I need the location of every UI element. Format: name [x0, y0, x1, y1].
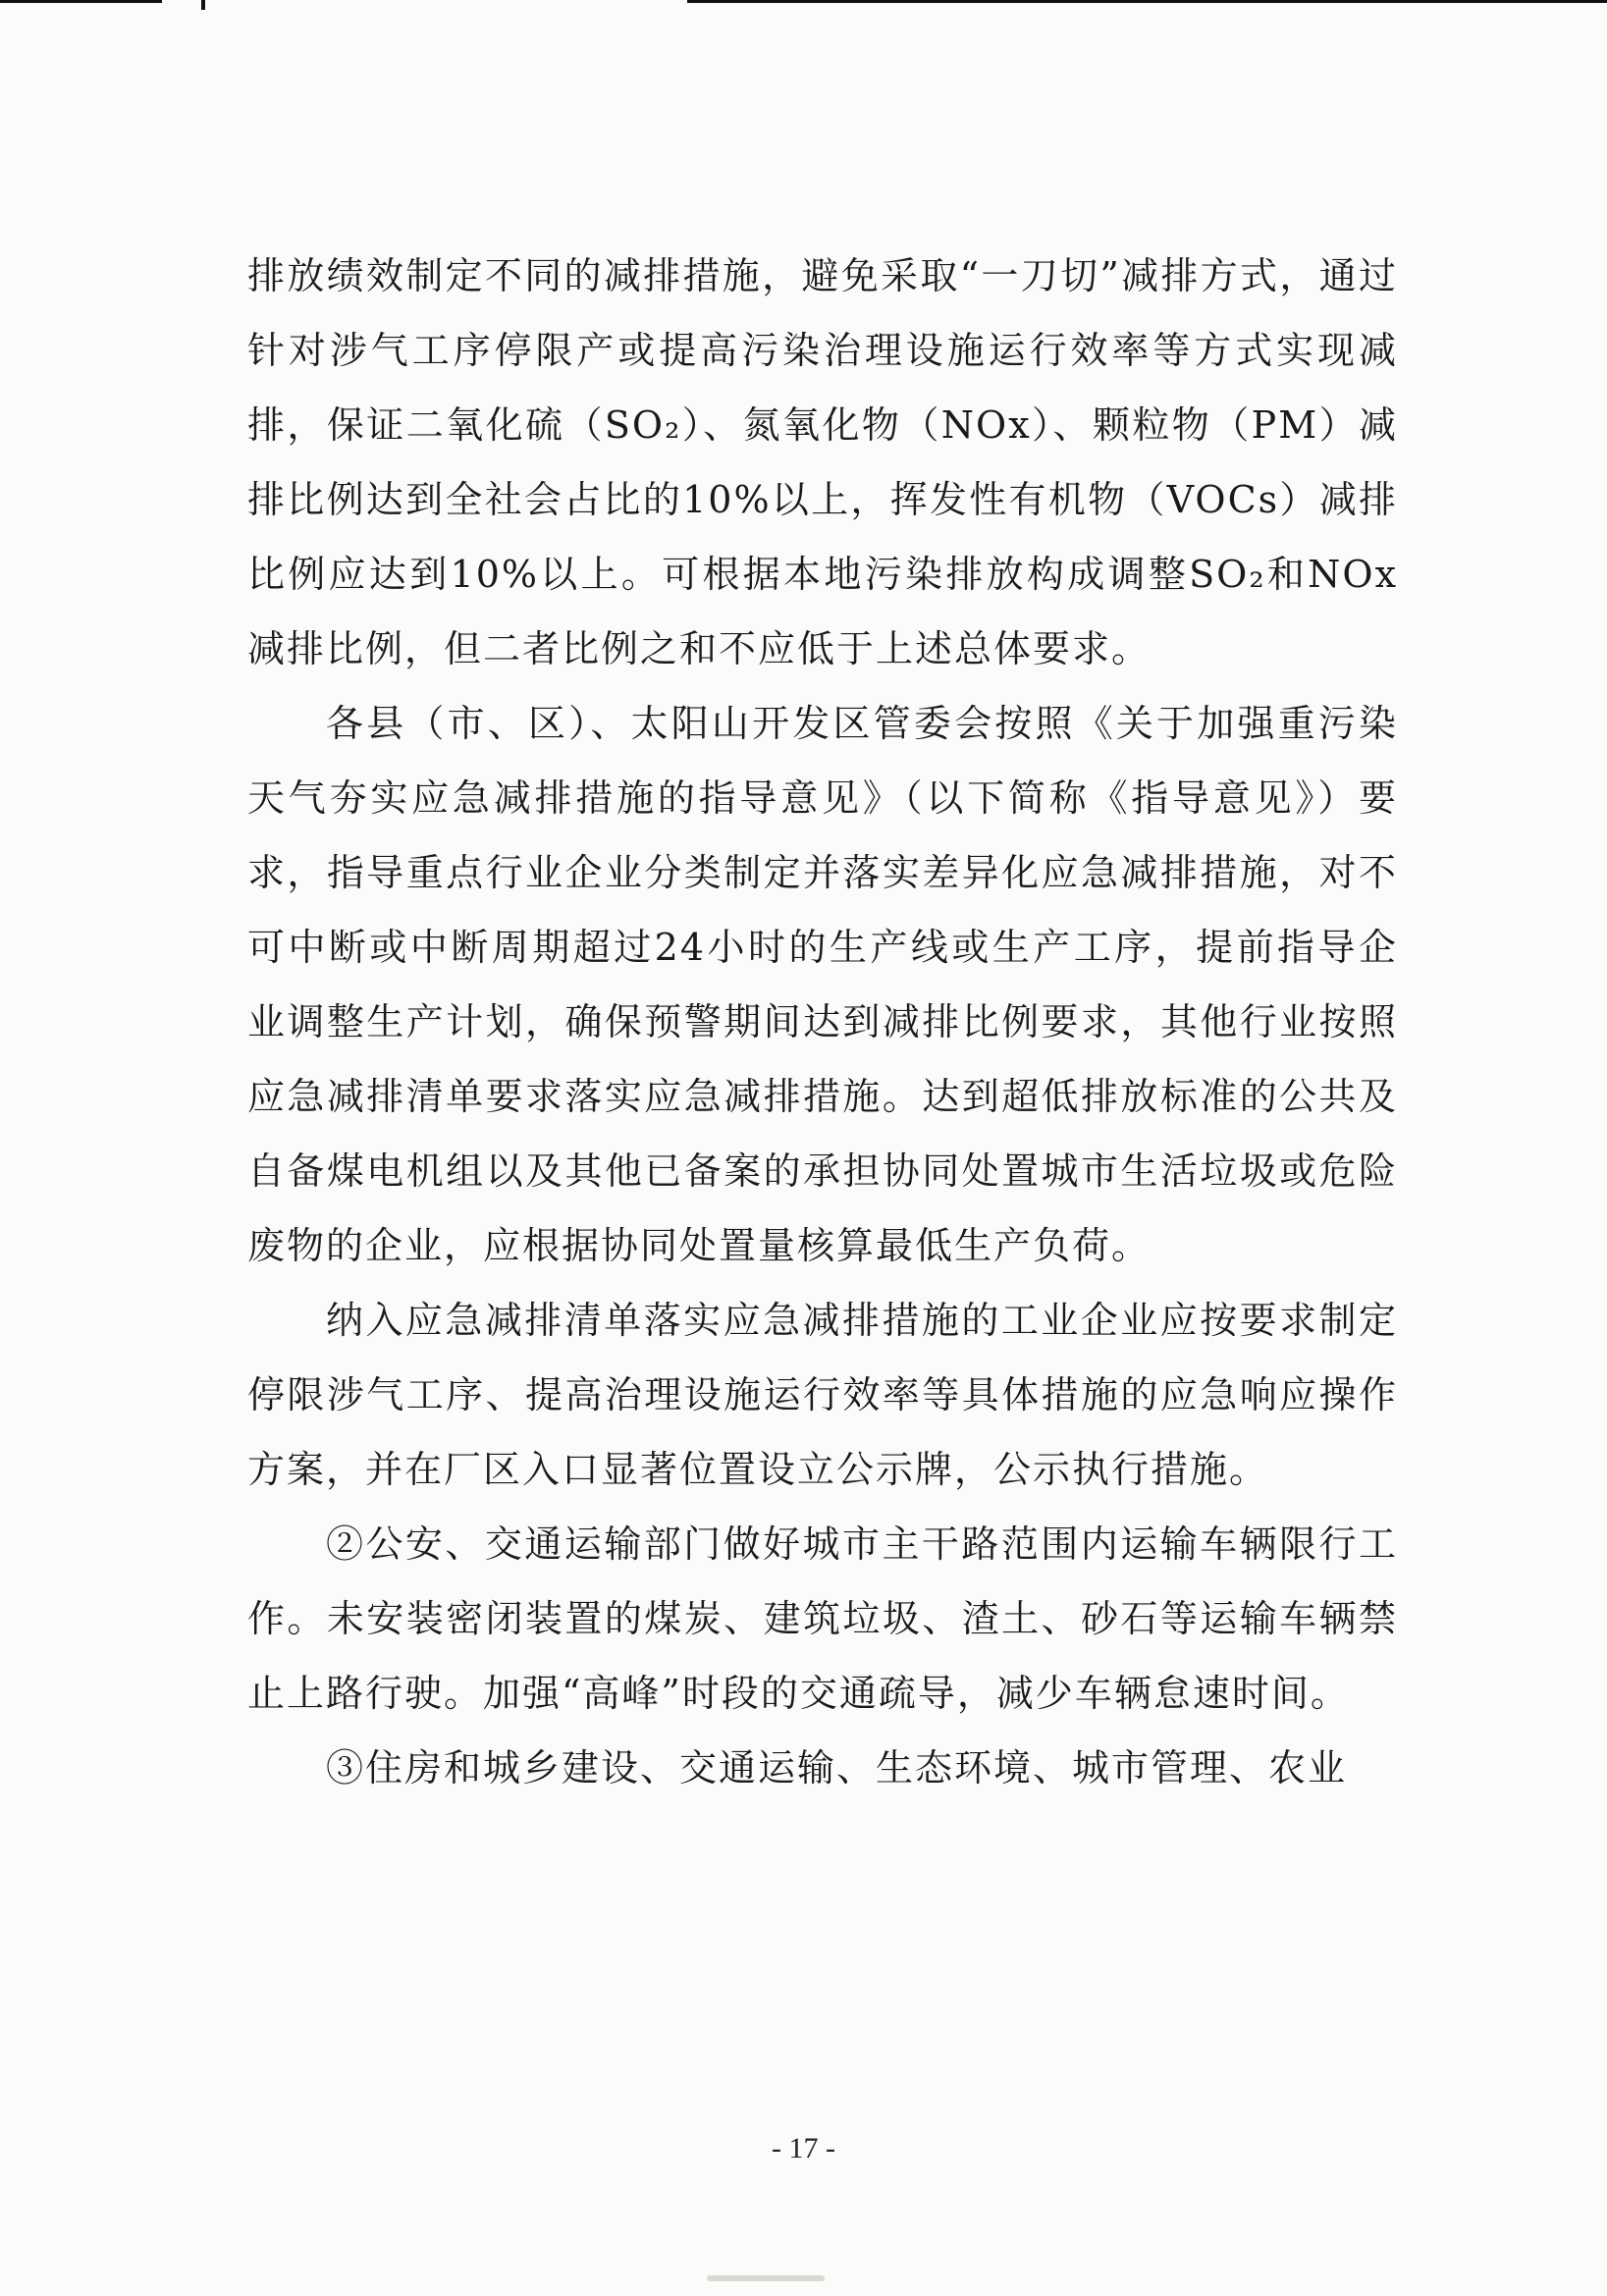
scan-edge-line-left	[0, 0, 162, 3]
scan-edge-tick	[201, 0, 205, 10]
paragraph-enterprise-plan: 纳入应急减排清单落实应急减排措施的工业企业应按要求制定停限涉气工序、提高治理设施运行效率等具体措施的应急响应操作方案，并在厂区入口显著位置设立公示牌，公示执行措施。	[247, 1299, 1398, 1491]
paragraph-emission-reduction: 排放绩效制定不同的减排措施，避免采取“一刀切”减排方式，通过针对涉气工序停限产或提高污染治理设施运行效率等方式实现减排，保证二氧化硫（SO₂）、氮氧化物（NOx）、颗粒物（PM）减排比例达到全社会占比的10%以上，挥发性有机物（VOCs）减排比例应达到10%以上。可根据本地污染排放构成调整SO₂和NOx减排比例，但二者比例之和不应低于上述总体要求。	[247, 254, 1398, 670]
document-body	[247, 239, 1398, 1805]
page-number: - 17 -	[772, 2132, 835, 2164]
paragraph-departments: ③住房和城乡建设、交通运输、生态环境、城市管理、农业	[326, 1746, 1348, 1789]
scan-edge-line-right	[687, 0, 1607, 3]
paragraph-county-guidance: 各县（市、区）、太阳山开发区管委会按照《关于加强重污染天气夯实应急减排措施的指导意见》（以下简称《指导意见》）要求，指导重点行业企业分类制定并落实差异化应急减排措施，对不可中断或中断周期超过24小时的生产线或生产工序，提前指导企业调整生产计划，确保预警期间达到减排比例要求，其他行业按照应急减排清单要求落实应急减排措施。达到超低排放标准的公共及自备煤电机组以及其他已备案的承担协同处置城市生活垃圾或危险废物的企业，应根据协同处置量核算最低生产负荷。	[247, 702, 1398, 1267]
paragraph-traffic-control: ②公安、交通运输部门做好城市主干路范围内运输车辆限行工作。未安装密闭装置的煤炭、建筑垃圾、渣土、砂石等运输车辆禁止上路行驶。加强“高峰”时段的交通疏导，减少车辆怠速时间。	[247, 1522, 1398, 1715]
scan-smudge	[707, 2275, 825, 2281]
